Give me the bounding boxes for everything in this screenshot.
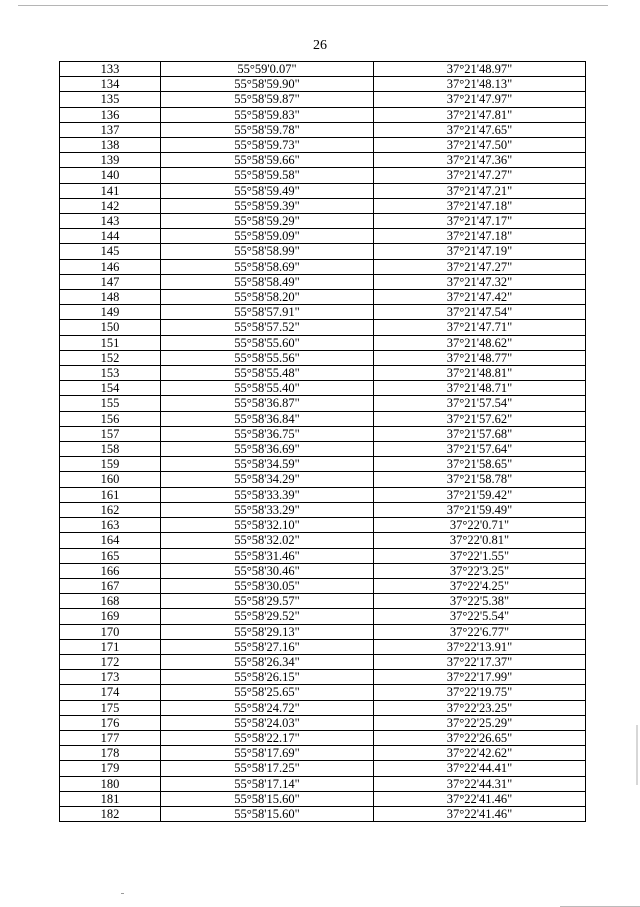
longitude-cell: 37°21'47.32": [374, 274, 586, 289]
point-number-cell: 133: [60, 62, 161, 77]
point-number-cell: 162: [60, 502, 161, 517]
latitude-cell: 55°58'57.91": [161, 305, 374, 320]
table-row: [60, 62, 586, 77]
longitude-cell: 37°21'47.36": [374, 153, 586, 168]
latitude-cell: 55°58'59.78": [161, 122, 374, 137]
point-number-cell: 147: [60, 274, 161, 289]
longitude-cell: 37°21'47.54": [374, 305, 586, 320]
point-number-cell: 152: [60, 350, 161, 365]
point-number-cell: 136: [60, 107, 161, 122]
table-row: [60, 806, 586, 821]
page-number: 26: [313, 38, 327, 53]
latitude-cell: 55°58'59.90": [161, 77, 374, 92]
latitude-cell: 55°58'55.56": [161, 350, 374, 365]
table-row: [60, 122, 586, 137]
point-number-cell: 165: [60, 548, 161, 563]
point-number-cell: 159: [60, 457, 161, 472]
point-number-cell: 157: [60, 426, 161, 441]
coordinates-table: [59, 61, 586, 822]
longitude-cell: 37°22'23.25": [374, 700, 586, 715]
scan-artifact: [636, 725, 638, 785]
table-row: [60, 746, 586, 761]
latitude-cell: 55°58'59.66": [161, 153, 374, 168]
longitude-cell: 37°21'59.42": [374, 487, 586, 502]
latitude-cell: 55°58'59.73": [161, 138, 374, 153]
longitude-cell: 37°22'1.55": [374, 548, 586, 563]
table-row: [60, 670, 586, 685]
longitude-cell: 37°22'4.25": [374, 578, 586, 593]
table-row: [60, 366, 586, 381]
table-row: [60, 563, 586, 578]
latitude-cell: 55°58'59.58": [161, 168, 374, 183]
latitude-cell: 55°58'58.99": [161, 244, 374, 259]
longitude-cell: 37°22'41.46": [374, 806, 586, 821]
latitude-cell: 55°58'34.29": [161, 472, 374, 487]
longitude-cell: 37°22'6.77": [374, 624, 586, 639]
table-row: [60, 107, 586, 122]
point-number-cell: 175: [60, 700, 161, 715]
longitude-cell: 37°22'42.62": [374, 746, 586, 761]
point-number-cell: 154: [60, 381, 161, 396]
scan-artifact: [121, 893, 124, 894]
table-row: [60, 730, 586, 745]
point-number-cell: 150: [60, 320, 161, 335]
table-row: [60, 685, 586, 700]
longitude-cell: 37°22'5.38": [374, 594, 586, 609]
point-number-cell: 170: [60, 624, 161, 639]
latitude-cell: 55°58'36.87": [161, 396, 374, 411]
point-number-cell: 178: [60, 746, 161, 761]
longitude-cell: 37°21'47.71": [374, 320, 586, 335]
point-number-cell: 163: [60, 518, 161, 533]
point-number-cell: 134: [60, 77, 161, 92]
latitude-cell: 55°58'32.02": [161, 533, 374, 548]
table-row: [60, 92, 586, 107]
table-row: [60, 411, 586, 426]
point-number-cell: 148: [60, 290, 161, 305]
table-row: [60, 654, 586, 669]
table-row: [60, 183, 586, 198]
latitude-cell: 55°58'59.49": [161, 183, 374, 198]
table-row: [60, 168, 586, 183]
table-row: [60, 335, 586, 350]
table-row: [60, 381, 586, 396]
table-row: [60, 259, 586, 274]
longitude-cell: 37°22'41.46": [374, 791, 586, 806]
longitude-cell: 37°21'48.71": [374, 381, 586, 396]
point-number-cell: 164: [60, 533, 161, 548]
latitude-cell: 55°58'59.29": [161, 214, 374, 229]
table-row: [60, 487, 586, 502]
latitude-cell: 55°58'26.34": [161, 654, 374, 669]
table-row: [60, 214, 586, 229]
table-row: [60, 715, 586, 730]
longitude-cell: 37°22'44.31": [374, 776, 586, 791]
longitude-cell: 37°22'44.41": [374, 761, 586, 776]
longitude-cell: 37°21'47.42": [374, 290, 586, 305]
latitude-cell: 55°58'15.60": [161, 791, 374, 806]
top-divider: [18, 5, 608, 6]
longitude-cell: 37°22'19.75": [374, 685, 586, 700]
latitude-cell: 55°58'55.40": [161, 381, 374, 396]
latitude-cell: 55°58'33.29": [161, 502, 374, 517]
table-row: [60, 442, 586, 457]
longitude-cell: 37°21'59.49": [374, 502, 586, 517]
longitude-cell: 37°21'47.18": [374, 198, 586, 213]
table-row: [60, 290, 586, 305]
longitude-cell: 37°21'48.13": [374, 77, 586, 92]
table-row: [60, 624, 586, 639]
longitude-cell: 37°22'25.29": [374, 715, 586, 730]
point-number-cell: 158: [60, 442, 161, 457]
longitude-cell: 37°21'57.54": [374, 396, 586, 411]
point-number-cell: 138: [60, 138, 161, 153]
latitude-cell: 55°58'36.75": [161, 426, 374, 441]
longitude-cell: 37°22'17.37": [374, 654, 586, 669]
longitude-cell: 37°21'48.97": [374, 62, 586, 77]
point-number-cell: 135: [60, 92, 161, 107]
table-row: [60, 153, 586, 168]
latitude-cell: 55°58'33.39": [161, 487, 374, 502]
table-row: [60, 229, 586, 244]
table-row: [60, 700, 586, 715]
longitude-cell: 37°21'47.50": [374, 138, 586, 153]
latitude-cell: 55°58'32.10": [161, 518, 374, 533]
point-number-cell: 167: [60, 578, 161, 593]
latitude-cell: 55°59'0.07": [161, 62, 374, 77]
latitude-cell: 55°58'22.17": [161, 730, 374, 745]
latitude-cell: 55°58'17.25": [161, 761, 374, 776]
point-number-cell: 161: [60, 487, 161, 502]
latitude-cell: 55°58'58.69": [161, 259, 374, 274]
point-number-cell: 173: [60, 670, 161, 685]
point-number-cell: 182: [60, 806, 161, 821]
latitude-cell: 55°58'36.84": [161, 411, 374, 426]
point-number-cell: 144: [60, 229, 161, 244]
longitude-cell: 37°21'47.17": [374, 214, 586, 229]
table-row: [60, 639, 586, 654]
table-row: [60, 548, 586, 563]
point-number-cell: 181: [60, 791, 161, 806]
table-row: [60, 472, 586, 487]
table-row: [60, 77, 586, 92]
point-number-cell: 180: [60, 776, 161, 791]
point-number-cell: 168: [60, 594, 161, 609]
latitude-cell: 55°58'55.48": [161, 366, 374, 381]
point-number-cell: 145: [60, 244, 161, 259]
table-row: [60, 457, 586, 472]
latitude-cell: 55°58'29.13": [161, 624, 374, 639]
longitude-cell: 37°21'58.65": [374, 457, 586, 472]
latitude-cell: 55°58'59.87": [161, 92, 374, 107]
longitude-cell: 37°21'57.68": [374, 426, 586, 441]
point-number-cell: 146: [60, 259, 161, 274]
longitude-cell: 37°21'47.81": [374, 107, 586, 122]
longitude-cell: 37°21'48.81": [374, 366, 586, 381]
table-row: [60, 426, 586, 441]
point-number-cell: 151: [60, 335, 161, 350]
table-row: [60, 502, 586, 517]
longitude-cell: 37°22'5.54": [374, 609, 586, 624]
latitude-cell: 55°58'30.46": [161, 563, 374, 578]
table-row: [60, 594, 586, 609]
longitude-cell: 37°22'0.71": [374, 518, 586, 533]
table-row: [60, 350, 586, 365]
latitude-cell: 55°58'27.16": [161, 639, 374, 654]
longitude-cell: 37°22'17.99": [374, 670, 586, 685]
table-row: [60, 776, 586, 791]
latitude-cell: 55°58'34.59": [161, 457, 374, 472]
table-row: [60, 138, 586, 153]
latitude-cell: 55°58'15.60": [161, 806, 374, 821]
longitude-cell: 37°22'13.91": [374, 639, 586, 654]
point-number-cell: 142: [60, 198, 161, 213]
point-number-cell: 140: [60, 168, 161, 183]
latitude-cell: 55°58'30.05": [161, 578, 374, 593]
point-number-cell: 179: [60, 761, 161, 776]
longitude-cell: 37°22'3.25": [374, 563, 586, 578]
longitude-cell: 37°21'47.27": [374, 168, 586, 183]
longitude-cell: 37°21'48.62": [374, 335, 586, 350]
point-number-cell: 171: [60, 639, 161, 654]
longitude-cell: 37°22'0.81": [374, 533, 586, 548]
latitude-cell: 55°58'25.65": [161, 685, 374, 700]
table-row: [60, 609, 586, 624]
latitude-cell: 55°58'58.49": [161, 274, 374, 289]
point-number-cell: 177: [60, 730, 161, 745]
longitude-cell: 37°21'47.27": [374, 259, 586, 274]
point-number-cell: 160: [60, 472, 161, 487]
point-number-cell: 176: [60, 715, 161, 730]
table-row: [60, 305, 586, 320]
latitude-cell: 55°58'29.52": [161, 609, 374, 624]
latitude-cell: 55°58'24.03": [161, 715, 374, 730]
point-number-cell: 172: [60, 654, 161, 669]
table-row: [60, 244, 586, 259]
latitude-cell: 55°58'26.15": [161, 670, 374, 685]
table-row: [60, 533, 586, 548]
point-number-cell: 156: [60, 411, 161, 426]
longitude-cell: 37°22'26.65": [374, 730, 586, 745]
longitude-cell: 37°21'47.97": [374, 92, 586, 107]
table-row: [60, 518, 586, 533]
point-number-cell: 153: [60, 366, 161, 381]
longitude-cell: 37°21'47.18": [374, 229, 586, 244]
table-row: [60, 396, 586, 411]
table-row: [60, 791, 586, 806]
latitude-cell: 55°58'59.39": [161, 198, 374, 213]
longitude-cell: 37°21'47.21": [374, 183, 586, 198]
latitude-cell: 55°58'17.14": [161, 776, 374, 791]
latitude-cell: 55°58'58.20": [161, 290, 374, 305]
latitude-cell: 55°58'17.69": [161, 746, 374, 761]
point-number-cell: 174: [60, 685, 161, 700]
longitude-cell: 37°21'58.78": [374, 472, 586, 487]
longitude-cell: 37°21'47.19": [374, 244, 586, 259]
latitude-cell: 55°58'59.09": [161, 229, 374, 244]
longitude-cell: 37°21'47.65": [374, 122, 586, 137]
point-number-cell: 155: [60, 396, 161, 411]
latitude-cell: 55°58'29.57": [161, 594, 374, 609]
table-row: [60, 274, 586, 289]
point-number-cell: 149: [60, 305, 161, 320]
latitude-cell: 55°58'36.69": [161, 442, 374, 457]
table-row: [60, 198, 586, 213]
latitude-cell: 55°58'55.60": [161, 335, 374, 350]
latitude-cell: 55°58'57.52": [161, 320, 374, 335]
longitude-cell: 37°21'48.77": [374, 350, 586, 365]
table-row: [60, 578, 586, 593]
point-number-cell: 137: [60, 122, 161, 137]
latitude-cell: 55°58'31.46": [161, 548, 374, 563]
table-row: [60, 761, 586, 776]
point-number-cell: 141: [60, 183, 161, 198]
point-number-cell: 169: [60, 609, 161, 624]
longitude-cell: 37°21'57.64": [374, 442, 586, 457]
table-row: [60, 320, 586, 335]
longitude-cell: 37°21'57.62": [374, 411, 586, 426]
latitude-cell: 55°58'59.83": [161, 107, 374, 122]
point-number-cell: 166: [60, 563, 161, 578]
point-number-cell: 143: [60, 214, 161, 229]
point-number-cell: 139: [60, 153, 161, 168]
latitude-cell: 55°58'24.72": [161, 700, 374, 715]
coordinates-table-body: [60, 62, 586, 822]
